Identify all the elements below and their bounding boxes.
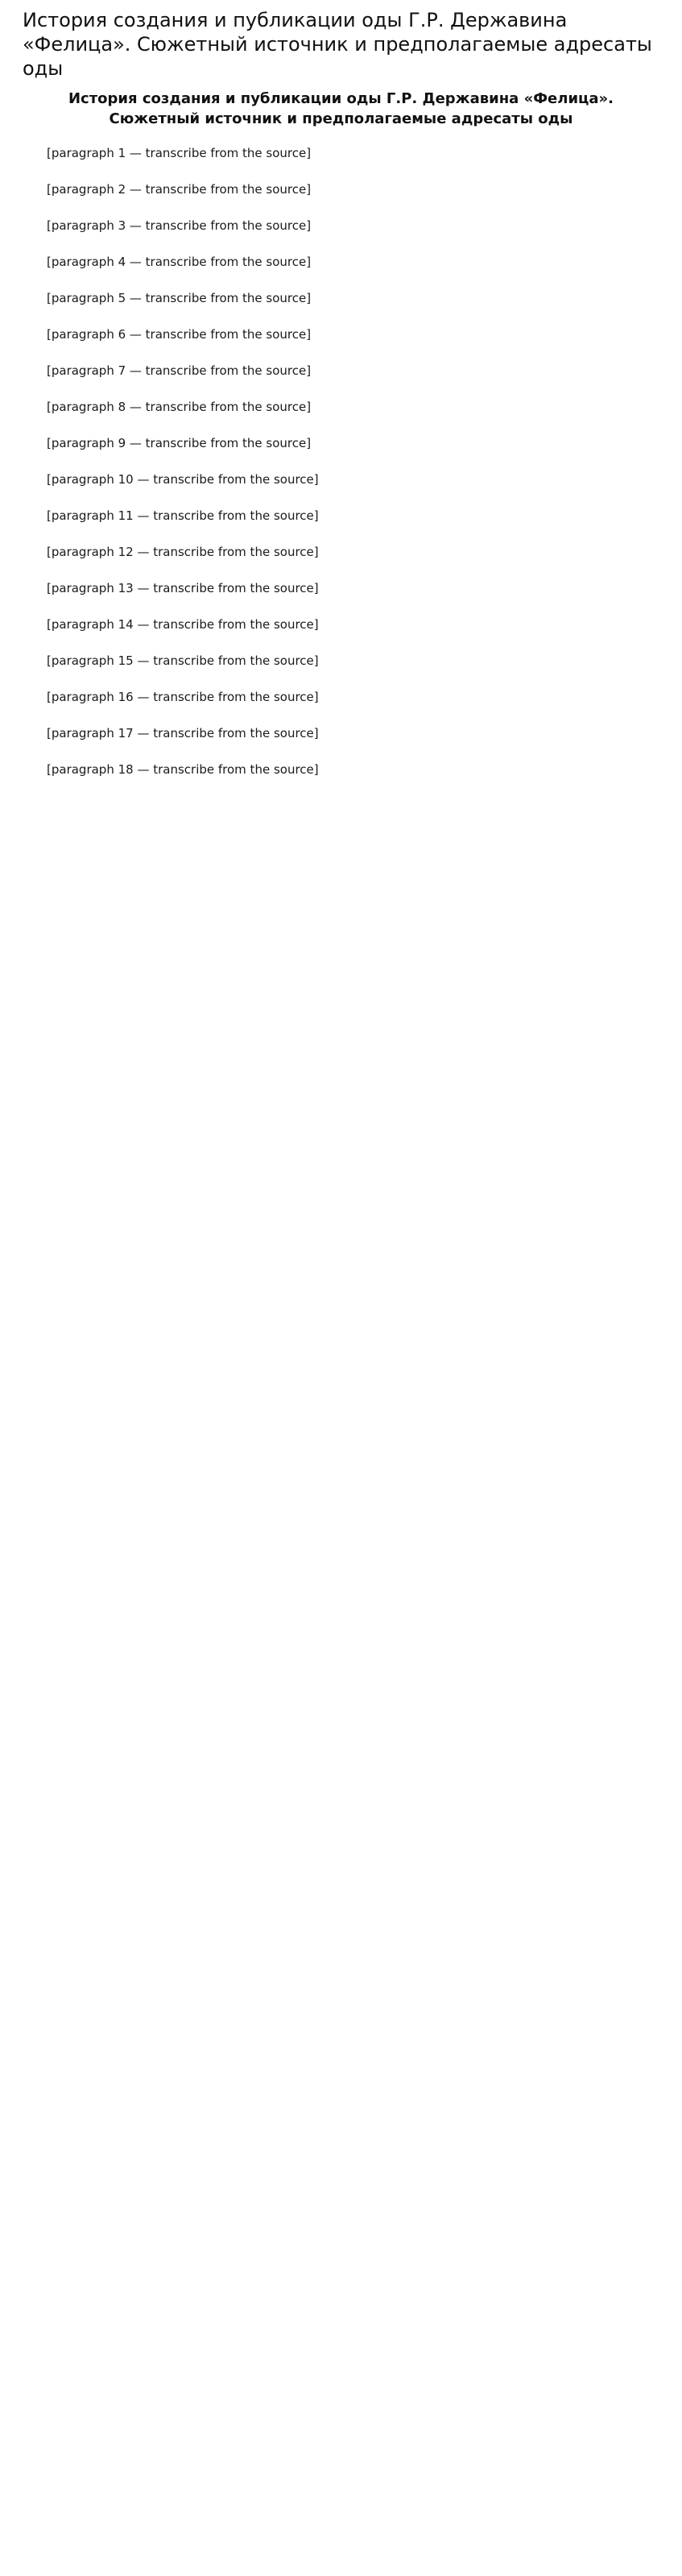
paragraph: [paragraph 6 — transcribe from the source]: [47, 327, 312, 342]
paragraph: [paragraph 14 — transcribe from the source]: [47, 617, 319, 632]
paragraph: [paragraph 10 — transcribe from the source]: [47, 472, 319, 487]
paragraph: [paragraph 8 — transcribe from the source]: [47, 400, 312, 414]
document-title: История создания и публикации оды Г.Р. Державина «Фелица». Сюжетный источник и предполагаемые адресаты оды: [23, 9, 652, 80]
paragraph: [paragraph 16 — transcribe from the source]: [47, 690, 319, 704]
paragraph: [paragraph 3 — transcribe from the source]: [47, 218, 312, 233]
paragraph: [paragraph 13 — transcribe from the source]: [47, 581, 319, 595]
paragraph: [paragraph 11 — transcribe from the source]: [47, 508, 319, 523]
article-body: [23, 143, 659, 779]
paragraph: [paragraph 5 — transcribe from the source]: [47, 291, 312, 305]
article-title: История создания и публикации оды Г.Р. Державина «Фелица». Сюжетный источник и предполагаемые адресаты оды: [68, 90, 614, 127]
paragraph: [paragraph 1 — transcribe from the source]: [47, 146, 312, 160]
paragraph: [paragraph 4 — transcribe from the source]: [47, 255, 312, 269]
paragraph: [paragraph 2 — transcribe from the source]: [47, 182, 312, 197]
paragraph: [paragraph 9 — transcribe from the source]: [47, 436, 312, 450]
paragraph: [paragraph 18 — transcribe from the source]: [47, 762, 319, 777]
paragraph: [paragraph 17 — transcribe from the source]: [47, 726, 319, 740]
document-page: [11, 0, 671, 779]
paragraph: [paragraph 15 — transcribe from the source]: [47, 653, 319, 668]
paragraph: [paragraph 7 — transcribe from the source]: [47, 363, 312, 378]
paragraph: [paragraph 12 — transcribe from the source]: [47, 545, 319, 559]
